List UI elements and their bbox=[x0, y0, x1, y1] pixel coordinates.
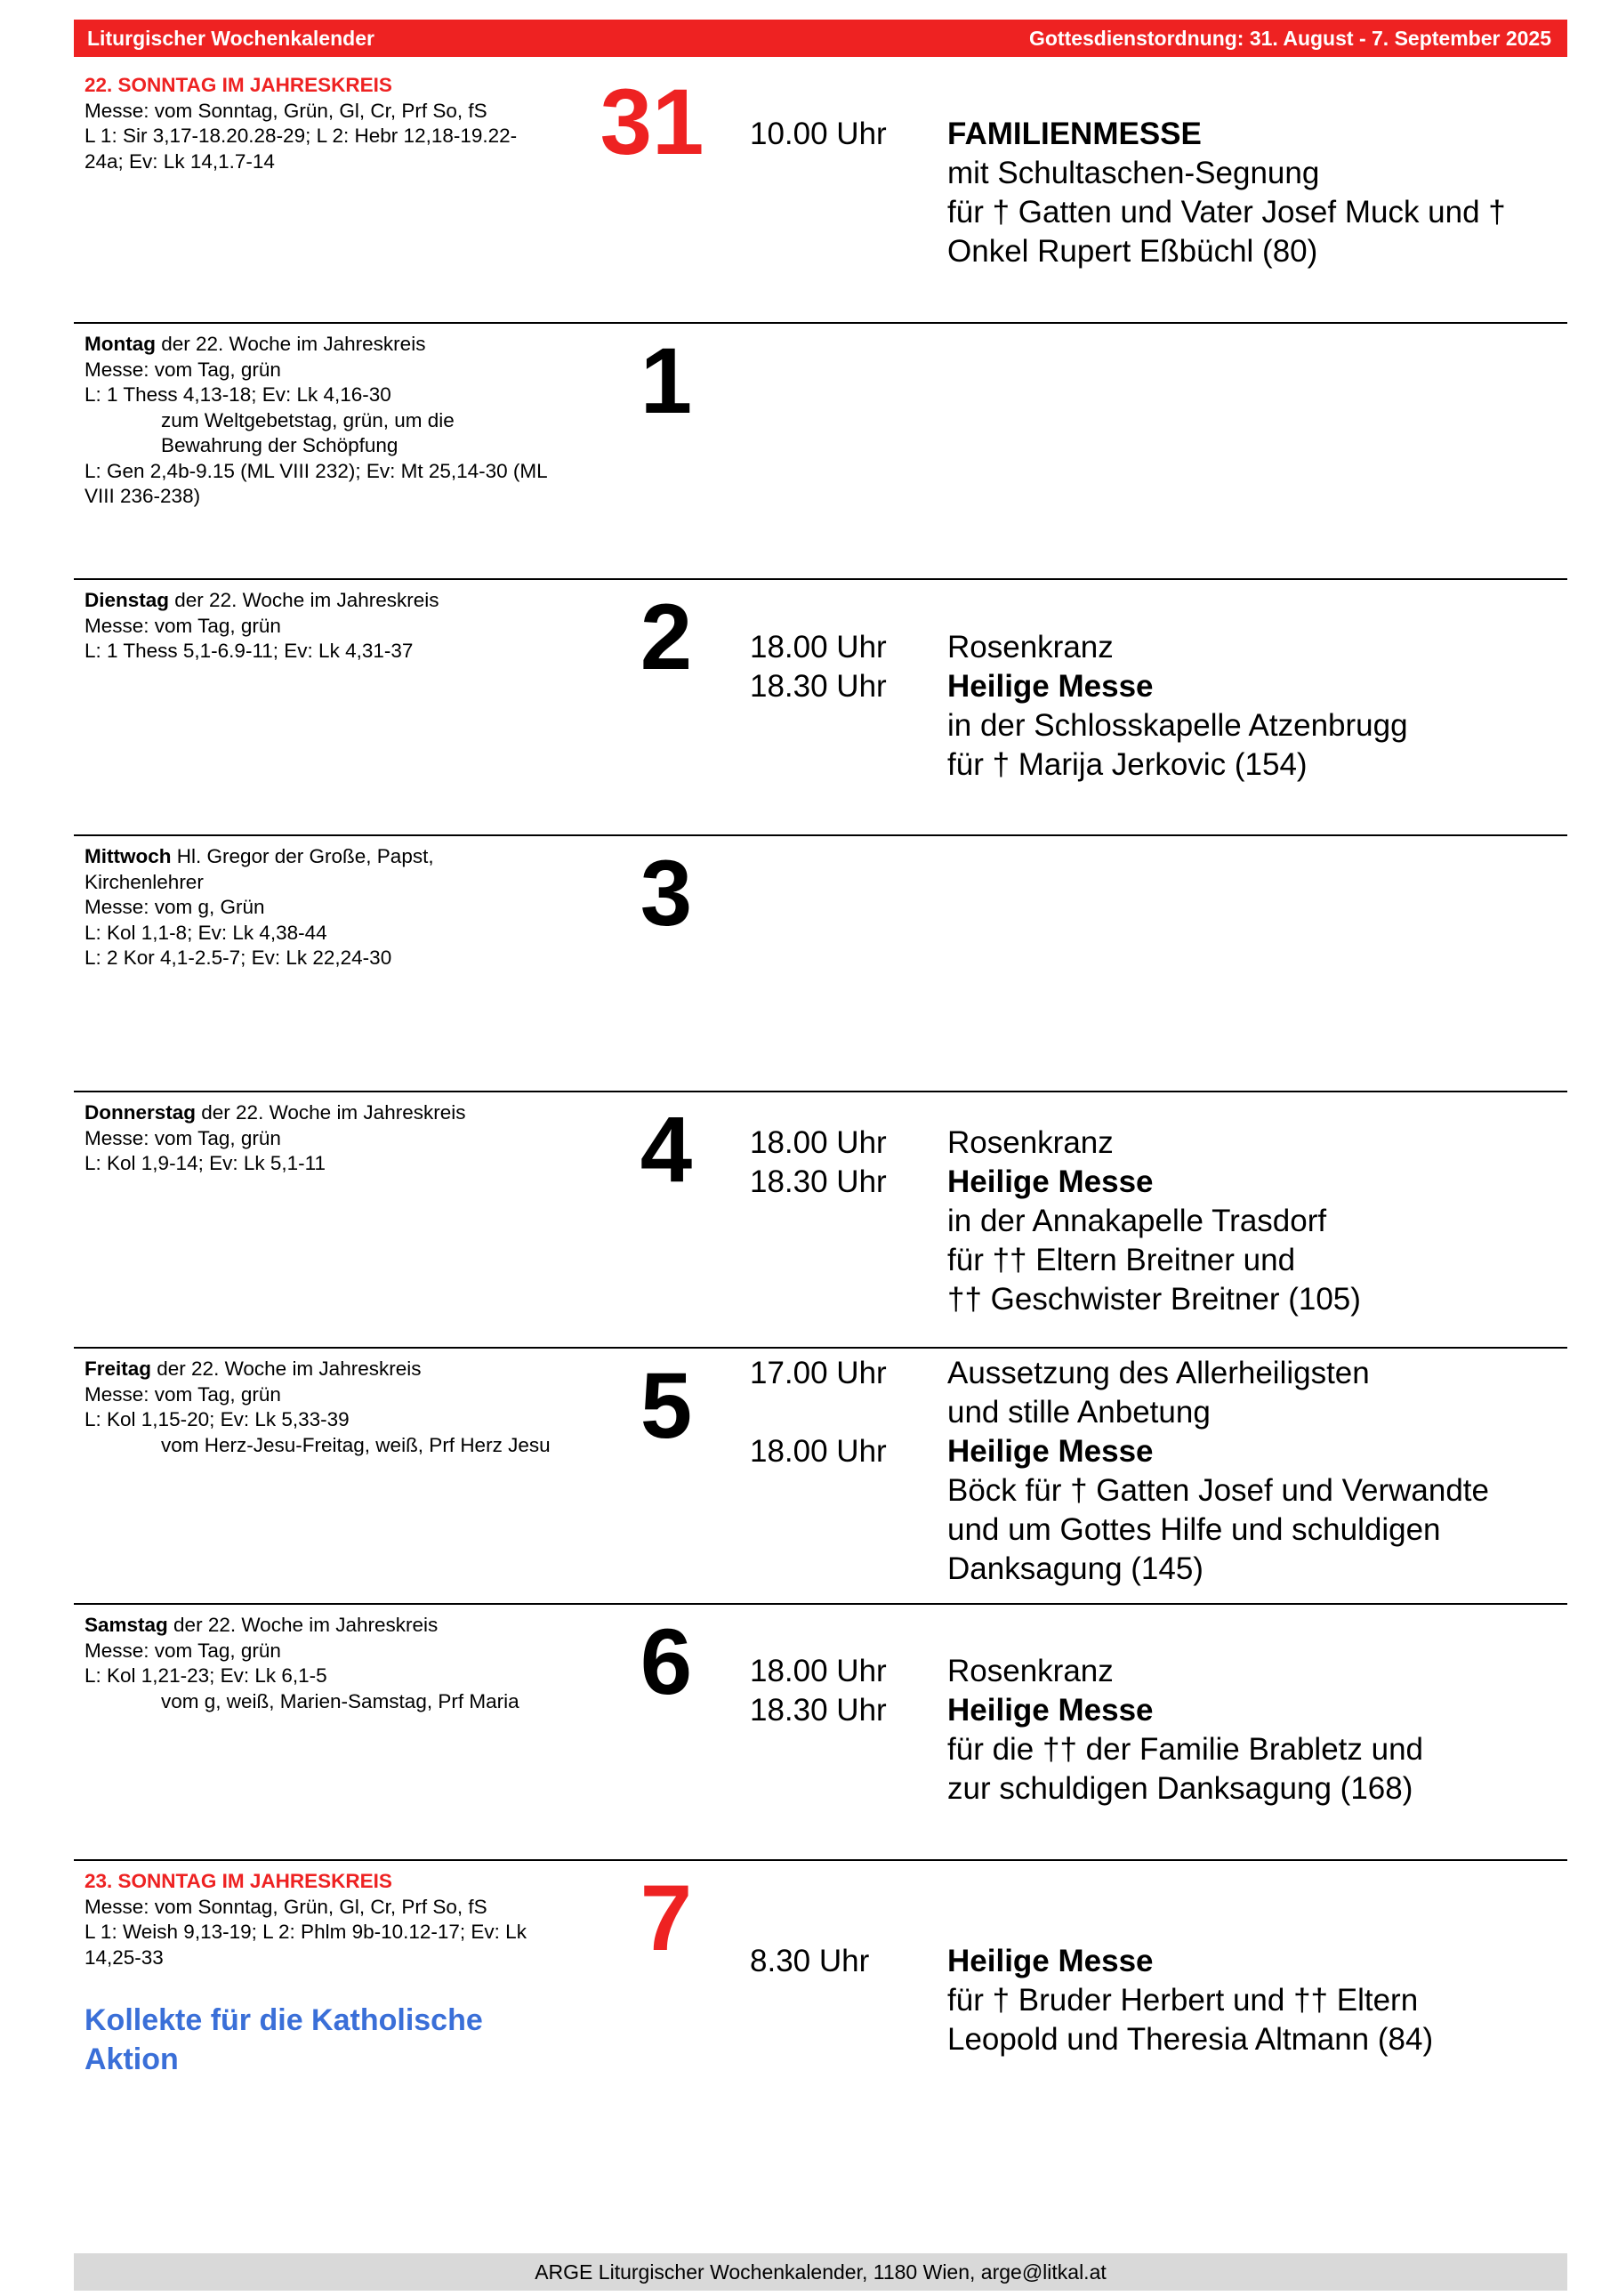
service-time: 10.00 Uhr bbox=[750, 117, 887, 151]
service-line: Böck für † Gatten Josef und Verwandte bbox=[947, 1473, 1489, 1508]
liturgy-line: Messe: vom Sonntag, Grün, Gl, Cr, Prf So, fS bbox=[85, 99, 487, 122]
feast-title: 23. SONNTAG IM JAHRESKREIS bbox=[85, 1870, 392, 1892]
weekday-description: der 22. Woche im Jahreskreis bbox=[196, 1101, 466, 1124]
service-list bbox=[750, 1124, 1559, 1319]
weekday-name: Montag bbox=[85, 333, 156, 355]
service-title: Heilige Messe bbox=[947, 1693, 1154, 1728]
service-line: †† Geschwister Breitner (105) bbox=[947, 1282, 1361, 1317]
liturgy-line: Messe: vom Tag, grün bbox=[85, 1382, 281, 1406]
service-line: Danksagung (145) bbox=[947, 1551, 1203, 1586]
liturgy-indent-line: zum Weltgebetstag, grün, um die bbox=[161, 408, 455, 431]
weekday-name: Mittwoch bbox=[85, 845, 172, 867]
liturgy-line: L: Kol 1,21-23; Ev: Lk 6,1-5 bbox=[85, 1664, 327, 1687]
service-entry bbox=[750, 667, 1559, 785]
service-entry bbox=[750, 1432, 1559, 1589]
service-description bbox=[947, 1163, 1559, 1319]
service-title: FAMILIENMESSE bbox=[947, 117, 1202, 151]
liturgy-info bbox=[85, 1100, 596, 1177]
service-description bbox=[947, 1124, 1559, 1163]
service-list bbox=[750, 1652, 1559, 1809]
service-entry bbox=[750, 1124, 1559, 1163]
service-line: und um Gottes Hilfe und schuldigen bbox=[947, 1512, 1441, 1547]
service-time: 18.00 Uhr bbox=[750, 1434, 887, 1469]
service-time: 18.00 Uhr bbox=[750, 1654, 887, 1688]
service-line: Leopold und Theresia Altmann (84) bbox=[947, 2022, 1434, 2057]
liturgy-line: 24a; Ev: Lk 14,1.7-14 bbox=[85, 149, 275, 173]
day-block-5 bbox=[74, 1347, 1567, 1603]
liturgy-info bbox=[85, 332, 596, 510]
liturgy-info bbox=[85, 844, 596, 971]
service-time: 18.30 Uhr bbox=[750, 1164, 887, 1199]
header-left-title: Liturgischer Wochenkalender bbox=[87, 26, 374, 50]
service-line: für die †† der Familie Brabletz und bbox=[947, 1732, 1423, 1767]
liturgy-line: Messe: vom Tag, grün bbox=[85, 358, 281, 381]
service-entry bbox=[750, 628, 1559, 667]
liturgy-line: L: Kol 1,15-20; Ev: Lk 5,33-39 bbox=[85, 1408, 350, 1430]
liturgy-line: L: Kol 1,9-14; Ev: Lk 5,1-11 bbox=[85, 1152, 326, 1174]
service-line: für † Gatten und Vater Josef Muck und † bbox=[947, 195, 1506, 230]
header-bar bbox=[74, 20, 1567, 57]
liturgy-indent-line: vom g, weiß, Marien-Samstag, Prf Maria bbox=[161, 1689, 519, 1712]
service-title: Heilige Messe bbox=[947, 1164, 1154, 1199]
service-title: Heilige Messe bbox=[947, 1944, 1154, 1978]
weekday-description: der 22. Woche im Jahreskreis bbox=[167, 1614, 439, 1636]
service-time: 17.00 Uhr bbox=[750, 1356, 887, 1390]
service-description bbox=[947, 1942, 1559, 2059]
liturgy-line: Kirchenlehrer bbox=[85, 870, 204, 893]
day-number: 6 bbox=[640, 1610, 693, 1714]
feast-title: 22. SONNTAG IM JAHRESKREIS bbox=[85, 74, 392, 96]
liturgy-line: L 1: Sir 3,17-18.20.28-29; L 2: Hebr 12,18-19.22- bbox=[85, 125, 518, 147]
liturgy-line: Messe: vom Tag, grün bbox=[85, 614, 281, 637]
service-line: für † Marija Jerkovic (154) bbox=[947, 747, 1308, 782]
weekday-description: der 22. Woche im Jahreskreis bbox=[155, 333, 426, 355]
service-entry bbox=[750, 1942, 1559, 2059]
service-time: 18.00 Uhr bbox=[750, 630, 887, 665]
service-description bbox=[947, 1691, 1559, 1809]
day-block-2 bbox=[74, 578, 1567, 834]
liturgy-info bbox=[85, 1613, 596, 1714]
day-number: 4 bbox=[640, 1098, 693, 1202]
service-list bbox=[750, 115, 1559, 271]
service-entry bbox=[750, 1652, 1559, 1691]
day-block-3 bbox=[74, 834, 1567, 1091]
service-description bbox=[947, 667, 1559, 785]
day-block-7 bbox=[74, 1859, 1567, 2215]
service-title: Heilige Messe bbox=[947, 1434, 1154, 1469]
footer-bar bbox=[74, 2253, 1567, 2291]
service-line: Aussetzung des Allerheiligsten bbox=[947, 1356, 1370, 1390]
service-entry bbox=[750, 1163, 1559, 1319]
weekday-description: der 22. Woche im Jahreskreis bbox=[169, 589, 439, 611]
service-entry bbox=[750, 115, 1559, 271]
liturgy-line: 14,25-33 bbox=[85, 1946, 164, 1969]
service-time: 18.00 Uhr bbox=[750, 1125, 887, 1160]
footer-text: ARGE Liturgischer Wochenkalender, 1180 Wien, arge@litkal.at bbox=[535, 2260, 1107, 2284]
service-list bbox=[750, 628, 1559, 785]
liturgy-line: Messe: vom Sonntag, Grün, Gl, Cr, Prf So, fS bbox=[85, 1895, 487, 1918]
service-time: 18.30 Uhr bbox=[750, 669, 887, 704]
service-description bbox=[947, 1432, 1559, 1589]
liturgy-info bbox=[85, 588, 596, 665]
service-line: mit Schultaschen-Segnung bbox=[947, 156, 1320, 190]
weekday-name: Freitag bbox=[85, 1357, 152, 1380]
service-description bbox=[947, 115, 1559, 271]
weekday-description: Hl. Gregor der Große, Papst, bbox=[171, 845, 434, 867]
day-number: 5 bbox=[640, 1354, 693, 1458]
service-title: Heilige Messe bbox=[947, 669, 1154, 704]
liturgy-info bbox=[85, 1357, 596, 1458]
weekday-name: Dienstag bbox=[85, 589, 170, 611]
liturgy-line: L: 1 Thess 5,1-6.9-11; Ev: Lk 4,31-37 bbox=[85, 640, 414, 662]
day-number: 31 bbox=[600, 70, 704, 174]
service-description bbox=[947, 1354, 1559, 1432]
weekday-name: Samstag bbox=[85, 1614, 168, 1636]
day-number: 3 bbox=[640, 842, 693, 946]
service-time: 18.30 Uhr bbox=[750, 1693, 887, 1728]
liturgy-line: L 1: Weish 9,13-19; L 2: Phlm 9b-10.12-17; Ev: Lk bbox=[85, 1921, 527, 1943]
service-line: Onkel Rupert Eßbüchl (80) bbox=[947, 234, 1318, 269]
header-right-title: Gottesdienstordnung: 31. August - 7. September 2025 bbox=[1028, 26, 1551, 50]
day-block-31 bbox=[74, 71, 1567, 322]
liturgy-line: Messe: vom Tag, grün bbox=[85, 1639, 281, 1662]
liturgy-line: L: Kol 1,1-8; Ev: Lk 4,38-44 bbox=[85, 921, 327, 944]
service-line: zur schuldigen Danksagung (168) bbox=[947, 1771, 1413, 1806]
collection-note: Kollekte für die Katholische Aktion bbox=[85, 2003, 483, 2076]
service-line: und stille Anbetung bbox=[947, 1395, 1211, 1430]
service-line: in der Annakapelle Trasdorf bbox=[947, 1204, 1327, 1238]
service-line: für † Bruder Herbert und †† Eltern bbox=[947, 1983, 1419, 2018]
liturgy-info bbox=[85, 73, 596, 174]
service-line: Rosenkranz bbox=[947, 1125, 1114, 1160]
service-line: Rosenkranz bbox=[947, 1654, 1114, 1688]
service-time: 8.30 Uhr bbox=[750, 1944, 870, 1978]
day-number: 7 bbox=[640, 1866, 693, 1970]
service-list bbox=[750, 1354, 1559, 1589]
liturgy-line: L: 2 Kor 4,1-2.5-7; Ev: Lk 22,24-30 bbox=[85, 947, 392, 969]
liturgy-line: VIII 236-238) bbox=[85, 485, 201, 507]
liturgy-info bbox=[85, 1869, 596, 2079]
liturgy-indent-line: Bewahrung der Schöpfung bbox=[161, 434, 398, 456]
weekday-name: Donnerstag bbox=[85, 1101, 197, 1124]
liturgy-line: Messe: vom g, Grün bbox=[85, 896, 265, 918]
service-entry bbox=[750, 1691, 1559, 1809]
liturgy-line: L: 1 Thess 4,13-18; Ev: Lk 4,16-30 bbox=[85, 383, 391, 406]
service-line: für †† Eltern Breitner und bbox=[947, 1243, 1296, 1277]
liturgy-line: L: Gen 2,4b-9.15 (ML VIII 232); Ev: Mt 25,14-30 (ML bbox=[85, 459, 548, 482]
day-number: 1 bbox=[640, 329, 693, 433]
service-description bbox=[947, 1652, 1559, 1691]
day-number: 2 bbox=[640, 585, 693, 689]
service-list bbox=[750, 1942, 1559, 2059]
day-block-1 bbox=[74, 322, 1567, 578]
weekday-description: der 22. Woche im Jahreskreis bbox=[151, 1357, 422, 1380]
day-block-6 bbox=[74, 1603, 1567, 1859]
service-description bbox=[947, 628, 1559, 667]
service-entry bbox=[750, 1354, 1559, 1432]
service-line: in der Schlosskapelle Atzenbrugg bbox=[947, 708, 1408, 743]
day-block-4 bbox=[74, 1091, 1567, 1347]
service-line: Rosenkranz bbox=[947, 630, 1114, 665]
liturgy-indent-line: vom Herz-Jesu-Freitag, weiß, Prf Herz Jesu bbox=[161, 1433, 551, 1456]
liturgy-line: Messe: vom Tag, grün bbox=[85, 1126, 281, 1149]
